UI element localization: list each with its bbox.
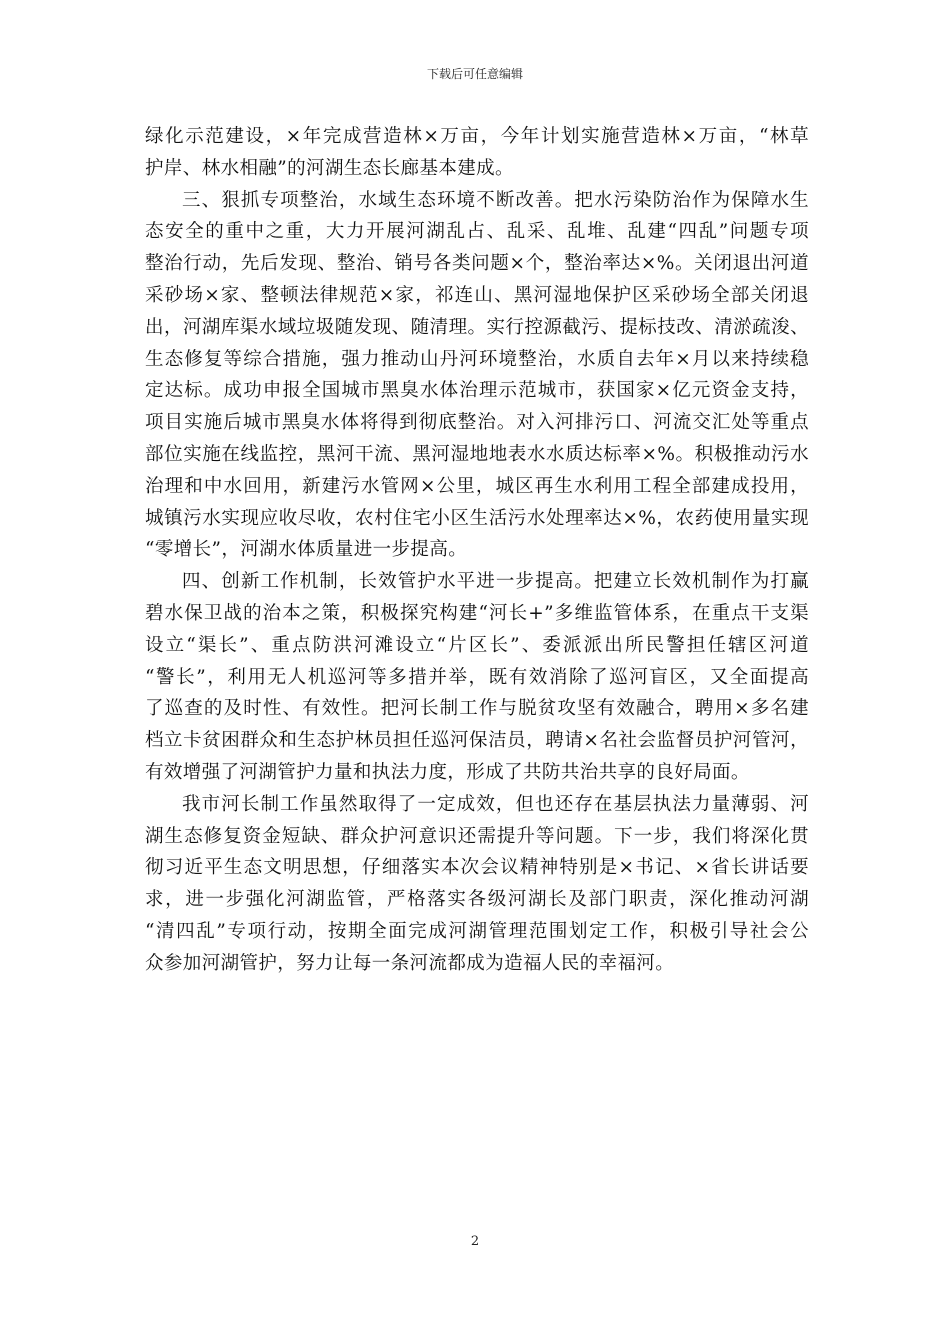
text-line: 设立“渠长”、重点防洪河滩设立“片区长”、委派派出所民警担任辖区河道 (145, 634, 809, 656)
text-line: 出，河湖库渠水域垃圾随发现、随清理。实行控源截污、提标技改、清淤疏浚、 (145, 316, 809, 338)
paragraph-conclusion (145, 789, 809, 980)
text-line: 了巡查的及时性、有效性。把河长制工作与脱贫攻坚有效融合，聘用×多名建 (145, 698, 809, 720)
text-line: 求，进一步强化河湖监管，严格落实各级河湖长及部门职责，深化推动河湖 (145, 889, 809, 911)
text-line: 碧水保卫战的治本之策，积极探究构建“河长+”多维监管体系，在重点干支渠 (145, 602, 809, 624)
paragraph-section-three (145, 185, 809, 567)
text-line: 彻习近平生态文明思想，仔细落实本次会议精神特别是×书记、×省长讲话要 (145, 857, 809, 879)
text-line: 生态修复等综合措施，强力推动山丹河环境整治，水质自去年×月以来持续稳 (145, 348, 809, 370)
text-line: “零增长”，河湖水体质量进一步提高。 (145, 539, 468, 561)
text-line: 档立卡贫困群众和生态护林员担任巡河保洁员，聘请×名社会监督员护河管河， (145, 730, 809, 752)
document-body (145, 121, 809, 980)
text-line: 湖生态修复资金短缺、群众护河意识还需提升等问题。下一步，我们将深化贯 (145, 825, 809, 847)
text-line: “警长”，利用无人机巡河等多措并举，既有效消除了巡河盲区，又全面提高 (145, 666, 809, 688)
paragraph-continuation (145, 121, 809, 185)
page-number: 2 (470, 1234, 480, 1249)
text-line: 态安全的重中之重，大力开展河湖乱占、乱采、乱堆、乱建“四乱”问题专项 (145, 221, 809, 243)
text-line: 三、狠抓专项整治，水域生态环境不断改善。把水污染防治作为保障水生 (182, 189, 809, 211)
text-line: 四、创新工作机制，长效管护水平进一步提高。把建立长效机制作为打赢 (182, 571, 809, 593)
text-line: 定达标。成功申报全国城市黑臭水体治理示范城市，获国家×亿元资金支持， (145, 380, 809, 402)
text-line: 绿化示范建设，×年完成营造林×万亩，今年计划实施营造林×万亩，“林草 (145, 126, 809, 147)
text-line: 有效增强了河湖管护力量和执法力度，形成了共防共治共享的良好局面。 (145, 761, 750, 783)
text-line: 治理和中水回用，新建污水管网×公里，城区再生水利用工程全部建成投用， (145, 475, 809, 497)
text-line: 采砂场×家、整顿法律规范×家，祁连山、黑河湿地保护区采砂场全部关闭退 (145, 284, 809, 306)
paragraph-section-four (145, 566, 809, 789)
text-line: 我市河长制工作虽然取得了一定成效，但也还存在基层执法力量薄弱、河 (182, 793, 809, 815)
text-line: 众参加河湖管护，努力让每一条河流都成为造福人民的幸福河。 (145, 952, 675, 974)
text-line: 项目实施后城市黑臭水体将得到彻底整治。对入河排污口、河流交汇处等重点 (145, 412, 809, 434)
text-line: 护岸、林水相融”的河湖生态长廊基本建成。 (145, 157, 514, 179)
text-line: 整治行动，先后发现、整治、销号各类问题×个，整治率达×%。关闭退出河道 (145, 253, 809, 275)
text-line: “清四乱”专项行动，按期全面完成河湖管理范围划定工作，积极引导社会公 (145, 920, 809, 942)
page-header: 下载后可任意编辑 (426, 67, 523, 81)
text-line: 城镇污水实现应收尽收，农村住宅小区生活污水处理率达×%，农药使用量实现 (145, 507, 809, 529)
text-line: 部位实施在线监控，黑河干流、黑河湿地地表水水质达标率×%。积极推动污水 (145, 443, 809, 465)
